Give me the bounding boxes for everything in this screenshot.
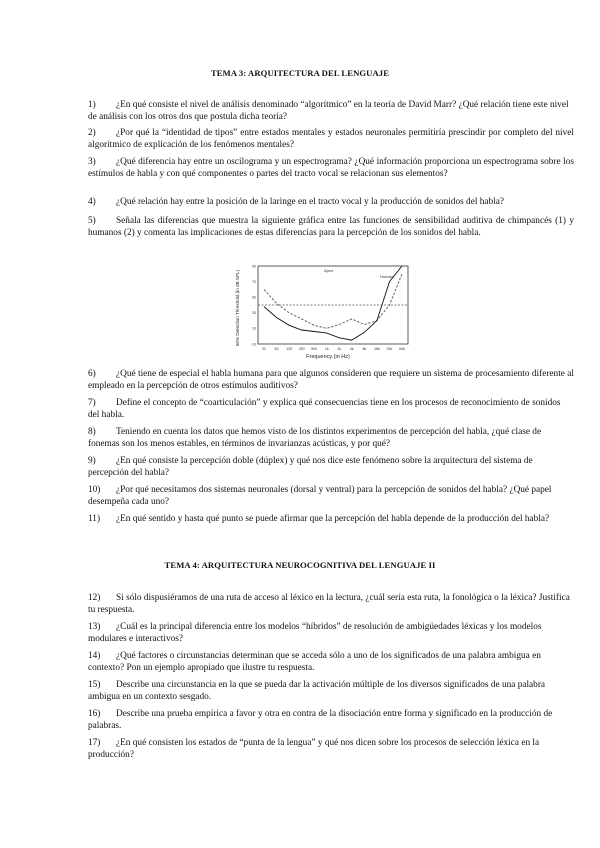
x-tick-label: 2k (337, 347, 342, 351)
x-axis-label: Frequency (in Hz) (306, 354, 350, 360)
tema4-title: TEMA 4: ARQUITECTURA NEUROCOGNITIVA DEL LENGUAJE II (164, 560, 436, 570)
question-text: ¿Qué diferencia hay entre un oscilograma y un espectrograma? ¿Qué información proporciona un espectrograma sobre los estímulos de habla y con qué componentes o partes del tracto vocal se relacionan sus elementos? (88, 157, 574, 179)
y-axis-label: 50% Detection Threshold (in dB SPL) (235, 269, 240, 347)
legend-human: Human (380, 274, 393, 279)
question-number: 14) (88, 651, 101, 661)
y-tick-label: 30 (252, 311, 256, 316)
question-number: 10) (88, 485, 101, 495)
x-tick-label: 32 (262, 347, 266, 351)
x-tick-label: 16k (374, 347, 380, 351)
question-text: ¿Por qué la “identidad de tipos” entre estados mentales y estados neuronales permitiría prescindir por completo del nivel algorítmico de explicación de los fenómenos mentales? (88, 128, 574, 150)
question-text: ¿Por qué necesitamos dos sistemas neuronales (dorsal y ventral) para la percepción de sonidos del habla? ¿Qué papel desempeña cada uno? (88, 485, 552, 507)
question-13 (88, 622, 574, 645)
question-text: Si sólo dispusiéramos de una ruta de acceso al léxico en la lectura, ¿cuál sería esta ruta, la fonológica o la léxica? Justifica tu respuesta. (88, 593, 570, 615)
question-number: 8) (88, 427, 96, 437)
x-tick-label: 32k (386, 347, 393, 351)
question-number: 11) (88, 514, 101, 524)
auditory-sensitivity-chart (228, 258, 414, 362)
question-number: 12) (88, 593, 101, 603)
question-number: 7) (88, 398, 96, 408)
question-text: Describe una circunstancia en la que se pueda dar la activación múltiple de los diversos significados de una palabra ambigua en un contexto sesgado. (88, 680, 546, 702)
x-tick-label: 500 (311, 347, 318, 351)
question-number: 16) (88, 709, 101, 719)
question-text: Teniendo en cuenta los datos que hemos visto de los distintos experimentos de percepción del habla, ¿qué clase de fonemas son los menos estables, en términos de invarianzas acústicas, y por qué? (88, 427, 542, 449)
question-16 (88, 709, 574, 732)
y-tick-label: -10 (250, 342, 256, 347)
question-number: 17) (88, 738, 101, 748)
question-10 (88, 485, 574, 508)
y-tick-label: 70 (252, 279, 256, 284)
question-12 (88, 593, 574, 616)
question-number: 6) (88, 369, 96, 379)
x-tick-label: 125 (286, 347, 293, 351)
question-number: 9) (88, 456, 96, 466)
question-14 (88, 651, 574, 674)
question-3 (88, 157, 574, 180)
question-number: 5) (88, 216, 96, 226)
question-9 (88, 456, 574, 479)
question-text: ¿Qué tiene de especial el habla humana para que algunos consideren que requiere un sistema de procesamiento diferente al empleado en la percepción de otros estímulos auditivos? (88, 369, 574, 391)
question-4 (88, 197, 574, 209)
question-11 (88, 514, 574, 526)
question-text: ¿Qué factores o circunstancias determinan que se acceda sólo a uno de los significados de una palabra ambigua en contexto? Pon un ejemplo apropiado que ilustre tu respuesta. (88, 651, 541, 673)
question-text: ¿En qué consiste el nivel de análisis denominado “algorítmico” en la teoría de David Marr? ¿Qué relación tiene este nivel de análisis con los otros dos que postula dicha teoría? (88, 100, 569, 122)
question-text: ¿En qué consisten los estados de “punta de la lengua” y qué nos dicen sobre los procesos de selección léxica en la producción? (88, 738, 540, 760)
question-text: Define el concepto de “coarticulación” y explica qué consecuencias tiene en los procesos de reconocimiento de sonidos del habla. (88, 398, 561, 420)
question-number: 4) (88, 197, 96, 207)
x-tick-label: 8k (362, 347, 367, 351)
question-text: ¿En qué sentido y hasta qué punto se puede afirmar que la percepción del habla depende de la producción del habla? (116, 514, 550, 524)
question-text: Describe una prueba empírica a favor y otra en contra de la disociación entre forma y significado en la producción de palabras. (88, 709, 553, 731)
question-5 (88, 216, 574, 239)
x-tick-label: 250 (298, 347, 305, 351)
question-7 (88, 398, 574, 421)
question-1 (88, 100, 574, 123)
x-tick-label: 1k (324, 347, 329, 351)
tema3-title: TEMA 3: ARQUITECTURA DEL LENGUAJE (210, 68, 390, 78)
x-tick-label: 4k (349, 347, 354, 351)
x-tick-label: 64k (399, 347, 405, 351)
question-number: 3) (88, 157, 96, 167)
question-number: 2) (88, 128, 96, 138)
question-text: Señala las diferencias que muestra la siguiente gráfica entre las funciones de sensibilidad auditiva de chimpancés (1) y humanos (2) y comenta las implicaciones de estas diferencias para la percepción de los sonidos del habla. (88, 216, 574, 238)
question-15 (88, 680, 574, 703)
question-6 (88, 369, 574, 392)
question-17 (88, 738, 574, 761)
legend-apes: Apes (324, 268, 334, 273)
y-tick-label: 10 (252, 326, 256, 331)
series-line-apes (264, 274, 402, 329)
question-text: ¿En qué consiste la percepción doble (dúplex) y qué nos dice este fenómeno sobre la arquitectura del sistema de percepción del habla? (88, 456, 533, 478)
question-8 (88, 427, 574, 450)
question-number: 1) (88, 100, 96, 110)
question-number: 13) (88, 622, 101, 632)
question-number: 15) (88, 680, 101, 690)
y-tick-label: 90 (252, 264, 256, 269)
question-text: ¿Qué relación hay entre la posición de la laringe en el tracto vocal y la producción de sonidos del habla? (116, 197, 504, 207)
question-text: ¿Cuál es la principal diferencia entre los modelos “híbridos” de resolución de ambigüedades léxicas y los modelos modulares e interactivos? (88, 622, 542, 644)
x-tick-label: 63 (274, 347, 279, 351)
y-tick-label: 50 (252, 295, 256, 300)
question-2 (88, 128, 574, 151)
